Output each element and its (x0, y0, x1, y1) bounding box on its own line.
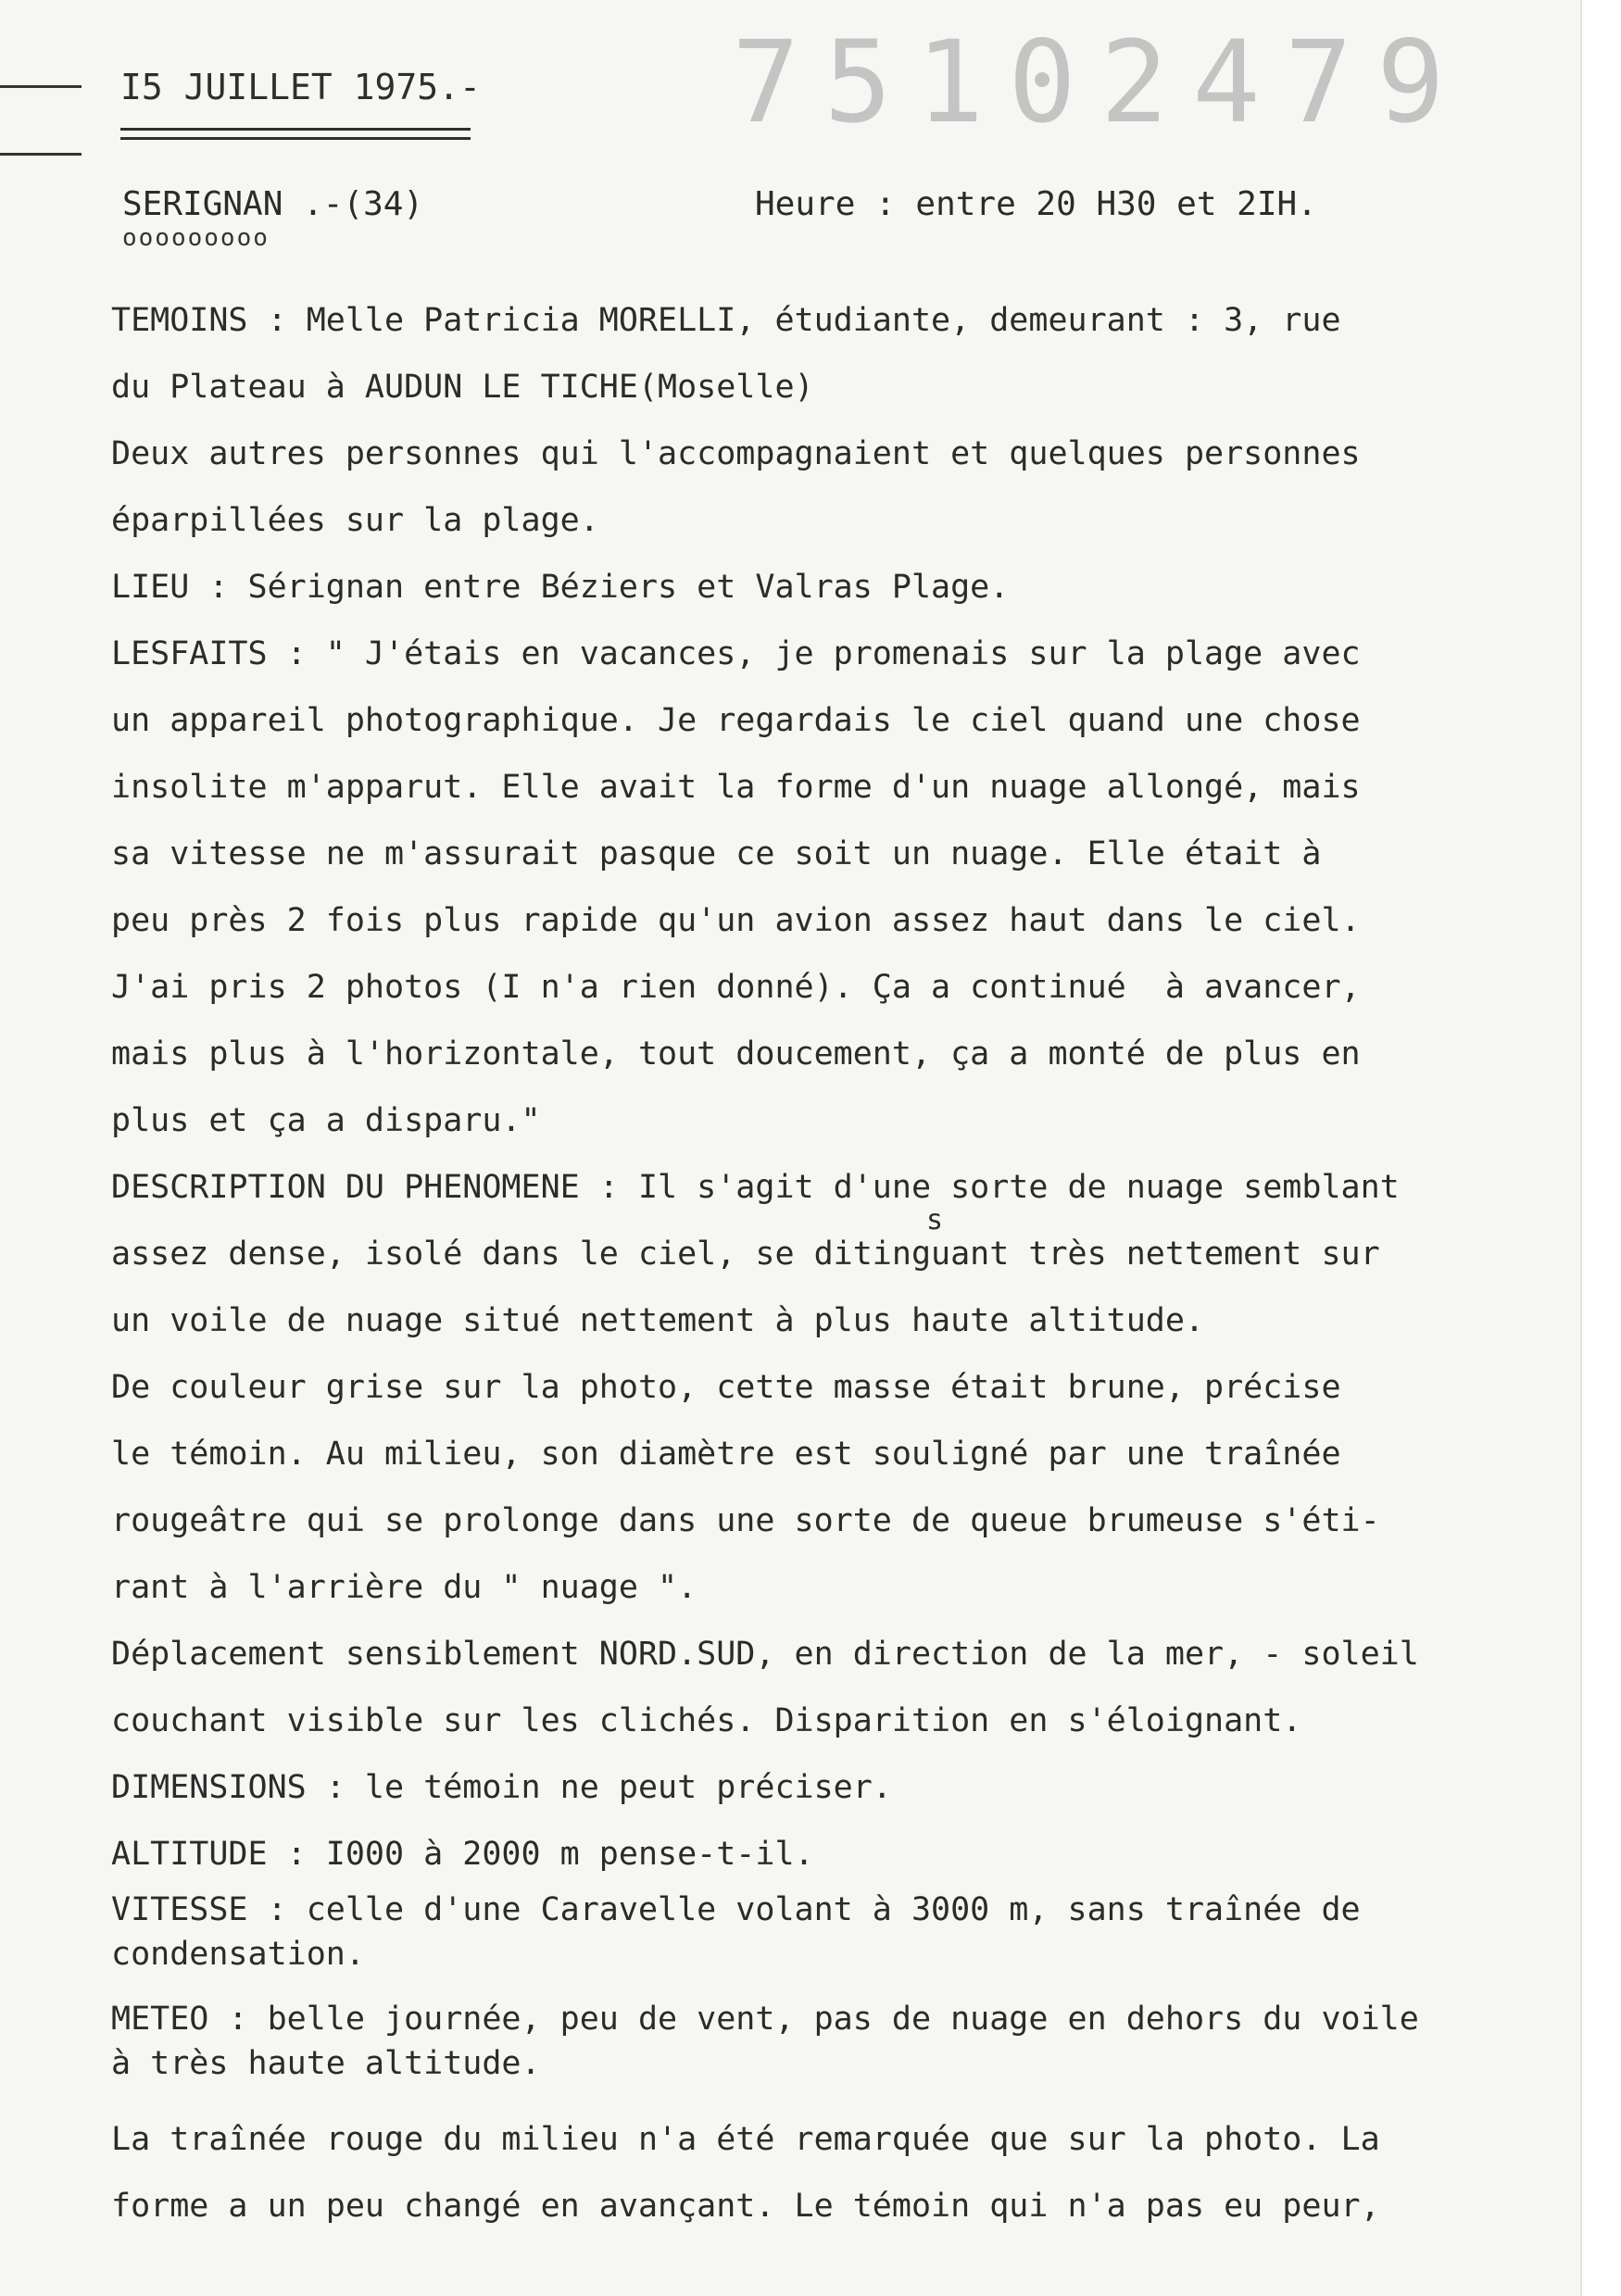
text-line: insolite m'apparut. Elle avait la forme d'un nuage allongé, mais (111, 769, 1361, 806)
text-line: TEMOINS : Melle Patricia MORELLI, étudiante, demeurant : 3, rue (111, 302, 1341, 339)
text-line: rant à l'arrière du " nuage ". (111, 1569, 697, 1606)
text-line: à très haute altitude. (111, 2045, 541, 2082)
text-line: De couleur grise sur la photo, cette masse était brune, précise (111, 1369, 1341, 1406)
text-line: La traînée rouge du milieu n'a été remarquée que sur la photo. La (111, 2121, 1380, 2158)
text-line: Deux autres personnes qui l'accompagnaient et quelques personnes (111, 435, 1361, 472)
text-line: LESFAITS : " J'étais en vacances, je promenais sur la plage avec (111, 635, 1361, 672)
handwritten-correction: s (926, 1204, 944, 1236)
text-line: condensation. (111, 1936, 365, 1973)
text-line: ALTITUDE : I000 à 2000 m pense-t-il. (111, 1836, 814, 1873)
report-body (111, 287, 1575, 2240)
text-line: un appareil photographique. Je regardais le ciel quand une chose (111, 702, 1361, 739)
text-line: VITESSE : celle d'une Caravelle volant à 3000 m, sans traînée de (111, 1891, 1361, 1928)
text-line: un voile de nuage situé nettement à plus haute altitude. (111, 1302, 1205, 1339)
page-edge (1580, 0, 1621, 2296)
text-line: Déplacement sensiblement NORD.SUD, en direction de la mer, - soleil (111, 1636, 1419, 1673)
margin-line (0, 153, 82, 156)
line-gap (111, 1976, 1575, 1997)
text-line: LIEU : Sérignan entre Béziers et Valras Plage. (111, 569, 1010, 606)
document-date: I5 JUILLET 1975.- (120, 67, 481, 107)
text-line: plus et ça a disparu." (111, 1102, 541, 1139)
text-line: du Plateau à AUDUN LE TICHE(Moselle) (111, 369, 814, 406)
text-line: sa vitesse ne m'assurait pasque ce soit un nuage. Elle était à (111, 835, 1322, 872)
text-line: le témoin. Au milieu, son diamètre est souligné par une traînée (111, 1436, 1341, 1473)
text-line: J'ai pris 2 photos (I n'a rien donné). Ça a continué à avancer, (111, 969, 1361, 1006)
text-line: forme a un peu changé en avançant. Le témoin qui n'a pas eu peur, (111, 2188, 1380, 2225)
text-line: peu près 2 fois plus rapide qu'un avion assez haut dans le ciel. (111, 902, 1361, 939)
line-gap (111, 2086, 1575, 2106)
text-line: rougeâtre qui se prolonge dans une sorte de queue brumeuse s'éti- (111, 1502, 1380, 1539)
text-line: éparpillées sur la plage. (111, 502, 599, 539)
margin-line (0, 85, 82, 88)
text-line: METEO : belle journée, peu de vent, pas de nuage en dehors du voile (111, 2001, 1419, 2038)
reference-number: 75102479 (732, 17, 1469, 148)
text-line: couchant visible sur les clichés. Disparition en s'éloignant. (111, 1702, 1302, 1739)
date-underline (120, 137, 471, 140)
text-line: mais plus à l'horizontale, tout doucement, ça a monté de plus en (111, 1035, 1361, 1073)
text-line: DESCRIPTION DU PHENOMENE : Il s'agit d'une sorte de nuage semblant (111, 1169, 1400, 1206)
place-heading: SERIGNAN .-(34) (122, 185, 424, 223)
date-underline (120, 128, 471, 131)
place-dots: ooooooooo (122, 224, 270, 252)
hour-line: Heure : entre 20 H30 et 2IH. (755, 185, 1317, 223)
text-line: assez dense, isolé dans le ciel, se ditinguant très nettement sur (111, 1236, 1380, 1273)
text-line: DIMENSIONS : le témoin ne peut préciser. (111, 1769, 892, 1806)
